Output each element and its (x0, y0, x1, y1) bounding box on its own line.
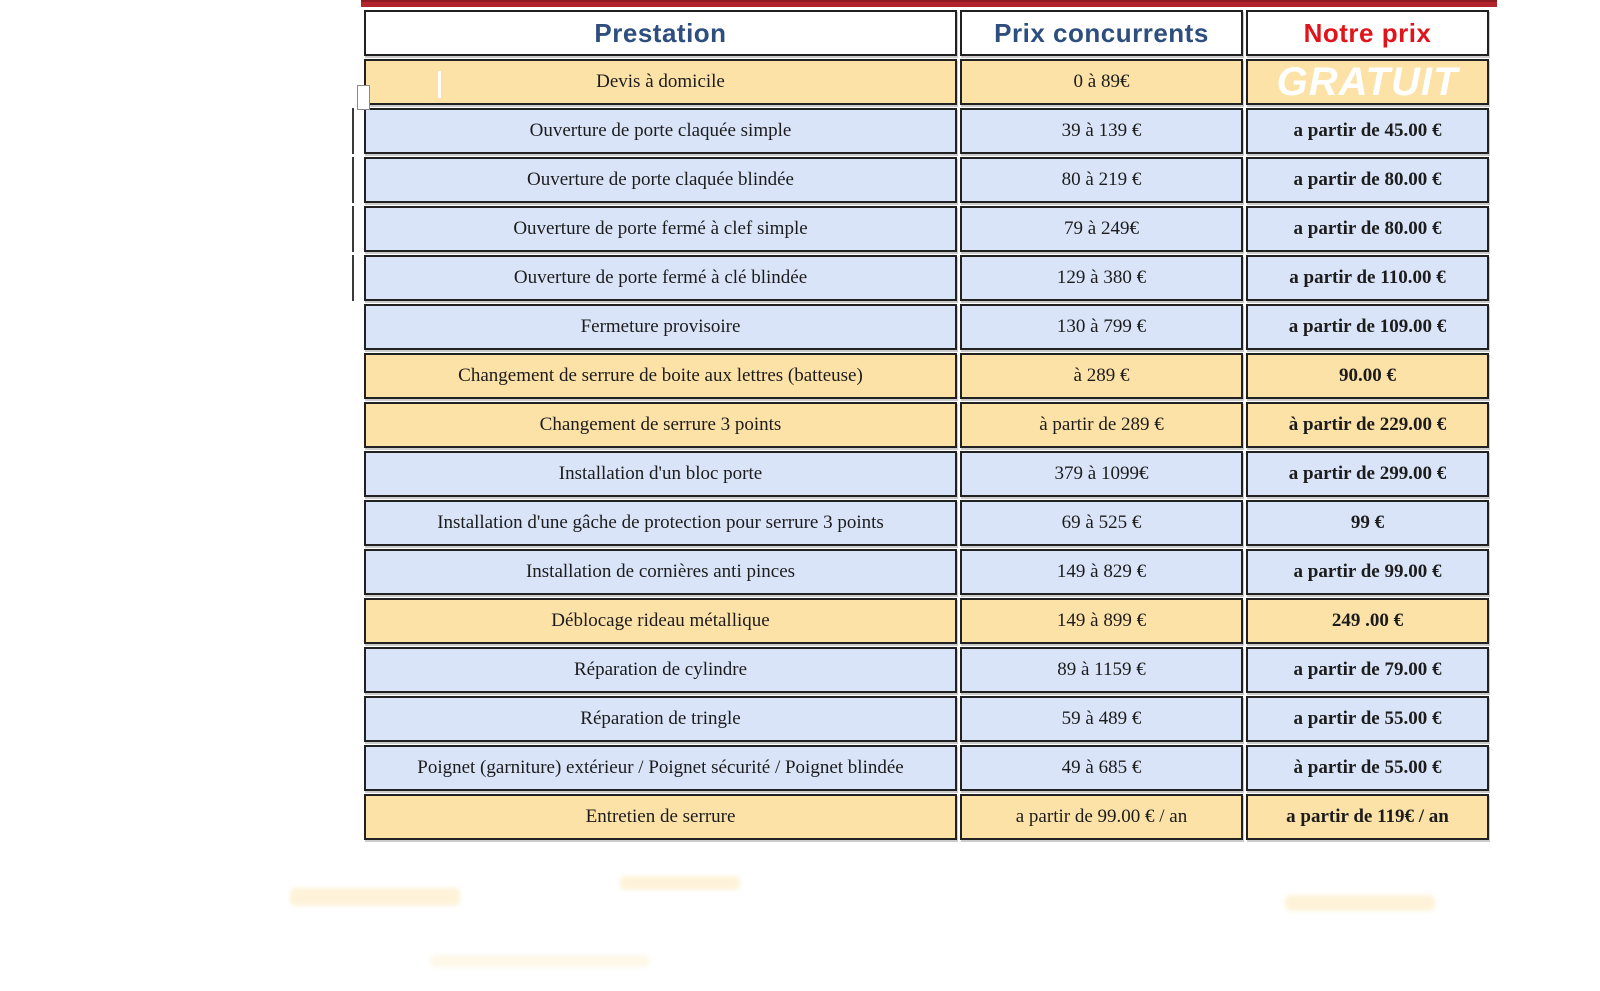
table-row (364, 696, 1489, 742)
header-row (364, 10, 1489, 56)
table-row (364, 794, 1489, 840)
notre-prix-cell: GRATUIT (1246, 59, 1489, 105)
column-header-prix-concurrents: Prix concurrents (960, 10, 1243, 56)
notre-prix-cell: 99 € (1246, 500, 1489, 546)
table-row (364, 255, 1489, 301)
table-row (364, 206, 1489, 252)
notre-prix-cell: à partir de 55.00 € (1246, 745, 1489, 791)
caret-artifact (438, 71, 441, 98)
prestation-cell: Ouverture de porte claquée simple (364, 108, 957, 154)
prestation-cell: Ouverture de porte claquée blindée (364, 157, 957, 203)
pricing-table (361, 7, 1492, 843)
prestation-cell: Changement de serrure 3 points (364, 402, 957, 448)
prestation-cell: Devis à domicile (364, 59, 957, 105)
prix-concurrents-cell: 130 à 799 € (960, 304, 1243, 350)
notre-prix-cell: a partir de 80.00 € (1246, 157, 1489, 203)
prix-concurrents-cell: a partir de 99.00 € / an (960, 794, 1243, 840)
prestation-cell: Fermeture provisoire (364, 304, 957, 350)
table-row (364, 745, 1489, 791)
table-row (364, 108, 1489, 154)
prix-concurrents-cell: 69 à 525 € (960, 500, 1243, 546)
prix-concurrents-cell: 79 à 249€ (960, 206, 1243, 252)
prix-concurrents-cell: 379 à 1099€ (960, 451, 1243, 497)
table-row (364, 59, 1489, 105)
notre-prix-cell: a partir de 109.00 € (1246, 304, 1489, 350)
prestation-cell: Réparation de cylindre (364, 647, 957, 693)
prix-concurrents-cell: à 289 € (960, 353, 1243, 399)
notre-prix-cell: a partir de 299.00 € (1246, 451, 1489, 497)
prix-concurrents-cell: 149 à 899 € (960, 598, 1243, 644)
prestation-cell: Poignet (garniture) extérieur / Poignet sécurité / Poignet blindée (364, 745, 957, 791)
column-header-notre-prix: Notre prix (1246, 10, 1489, 56)
prix-concurrents-cell: 49 à 685 € (960, 745, 1243, 791)
notre-prix-cell: a partir de 110.00 € (1246, 255, 1489, 301)
compression-smudge (290, 888, 460, 906)
notre-prix-cell: 249 .00 € (1246, 598, 1489, 644)
notch-artifact (357, 85, 370, 110)
compression-smudge (1285, 895, 1435, 911)
ghost-border-artifact (352, 157, 354, 203)
prestation-cell: Ouverture de porte fermé à clé blindée (364, 255, 957, 301)
prestation-cell: Installation d'un bloc porte (364, 451, 957, 497)
prix-concurrents-cell: 89 à 1159 € (960, 647, 1243, 693)
pricing-table-body (364, 59, 1489, 840)
column-header-prestation: Prestation (364, 10, 957, 56)
prestation-cell: Installation de cornières anti pinces (364, 549, 957, 595)
table-row (364, 451, 1489, 497)
notre-prix-cell: a partir de 55.00 € (1246, 696, 1489, 742)
notre-prix-cell: a partir de 119€ / an (1246, 794, 1489, 840)
notre-prix-cell: a partir de 99.00 € (1246, 549, 1489, 595)
notre-prix-cell: a partir de 45.00 € (1246, 108, 1489, 154)
prix-concurrents-cell: 59 à 489 € (960, 696, 1243, 742)
ghost-border-artifact (352, 108, 354, 154)
prestation-cell: Déblocage rideau métallique (364, 598, 957, 644)
prix-concurrents-cell: 129 à 380 € (960, 255, 1243, 301)
compression-smudge (430, 955, 650, 967)
prix-concurrents-cell: 39 à 139 € (960, 108, 1243, 154)
table-row (364, 598, 1489, 644)
prix-concurrents-cell: 0 à 89€ (960, 59, 1243, 105)
prix-concurrents-cell: 80 à 219 € (960, 157, 1243, 203)
prestation-cell: Réparation de tringle (364, 696, 957, 742)
table-row (364, 500, 1489, 546)
table-row (364, 549, 1489, 595)
prestation-cell: Changement de serrure de boite aux lettres (batteuse) (364, 353, 957, 399)
notre-prix-cell: 90.00 € (1246, 353, 1489, 399)
notre-prix-cell: à partir de 229.00 € (1246, 402, 1489, 448)
ghost-border-artifact (352, 206, 354, 252)
ghost-border-artifact (352, 255, 354, 301)
compression-smudge (620, 876, 740, 890)
prestation-cell: Ouverture de porte fermé à clef simple (364, 206, 957, 252)
table-row (364, 353, 1489, 399)
notre-prix-cell: a partir de 79.00 € (1246, 647, 1489, 693)
prix-concurrents-cell: 149 à 829 € (960, 549, 1243, 595)
table-row (364, 157, 1489, 203)
prix-concurrents-cell: à partir de 289 € (960, 402, 1243, 448)
prestation-cell: Entretien de serrure (364, 794, 957, 840)
table-row (364, 304, 1489, 350)
notre-prix-cell: a partir de 80.00 € (1246, 206, 1489, 252)
prestation-cell: Installation d'une gâche de protection pour serrure 3 points (364, 500, 957, 546)
table-top-accent-bar (361, 0, 1497, 7)
table-row (364, 647, 1489, 693)
table-row (364, 402, 1489, 448)
